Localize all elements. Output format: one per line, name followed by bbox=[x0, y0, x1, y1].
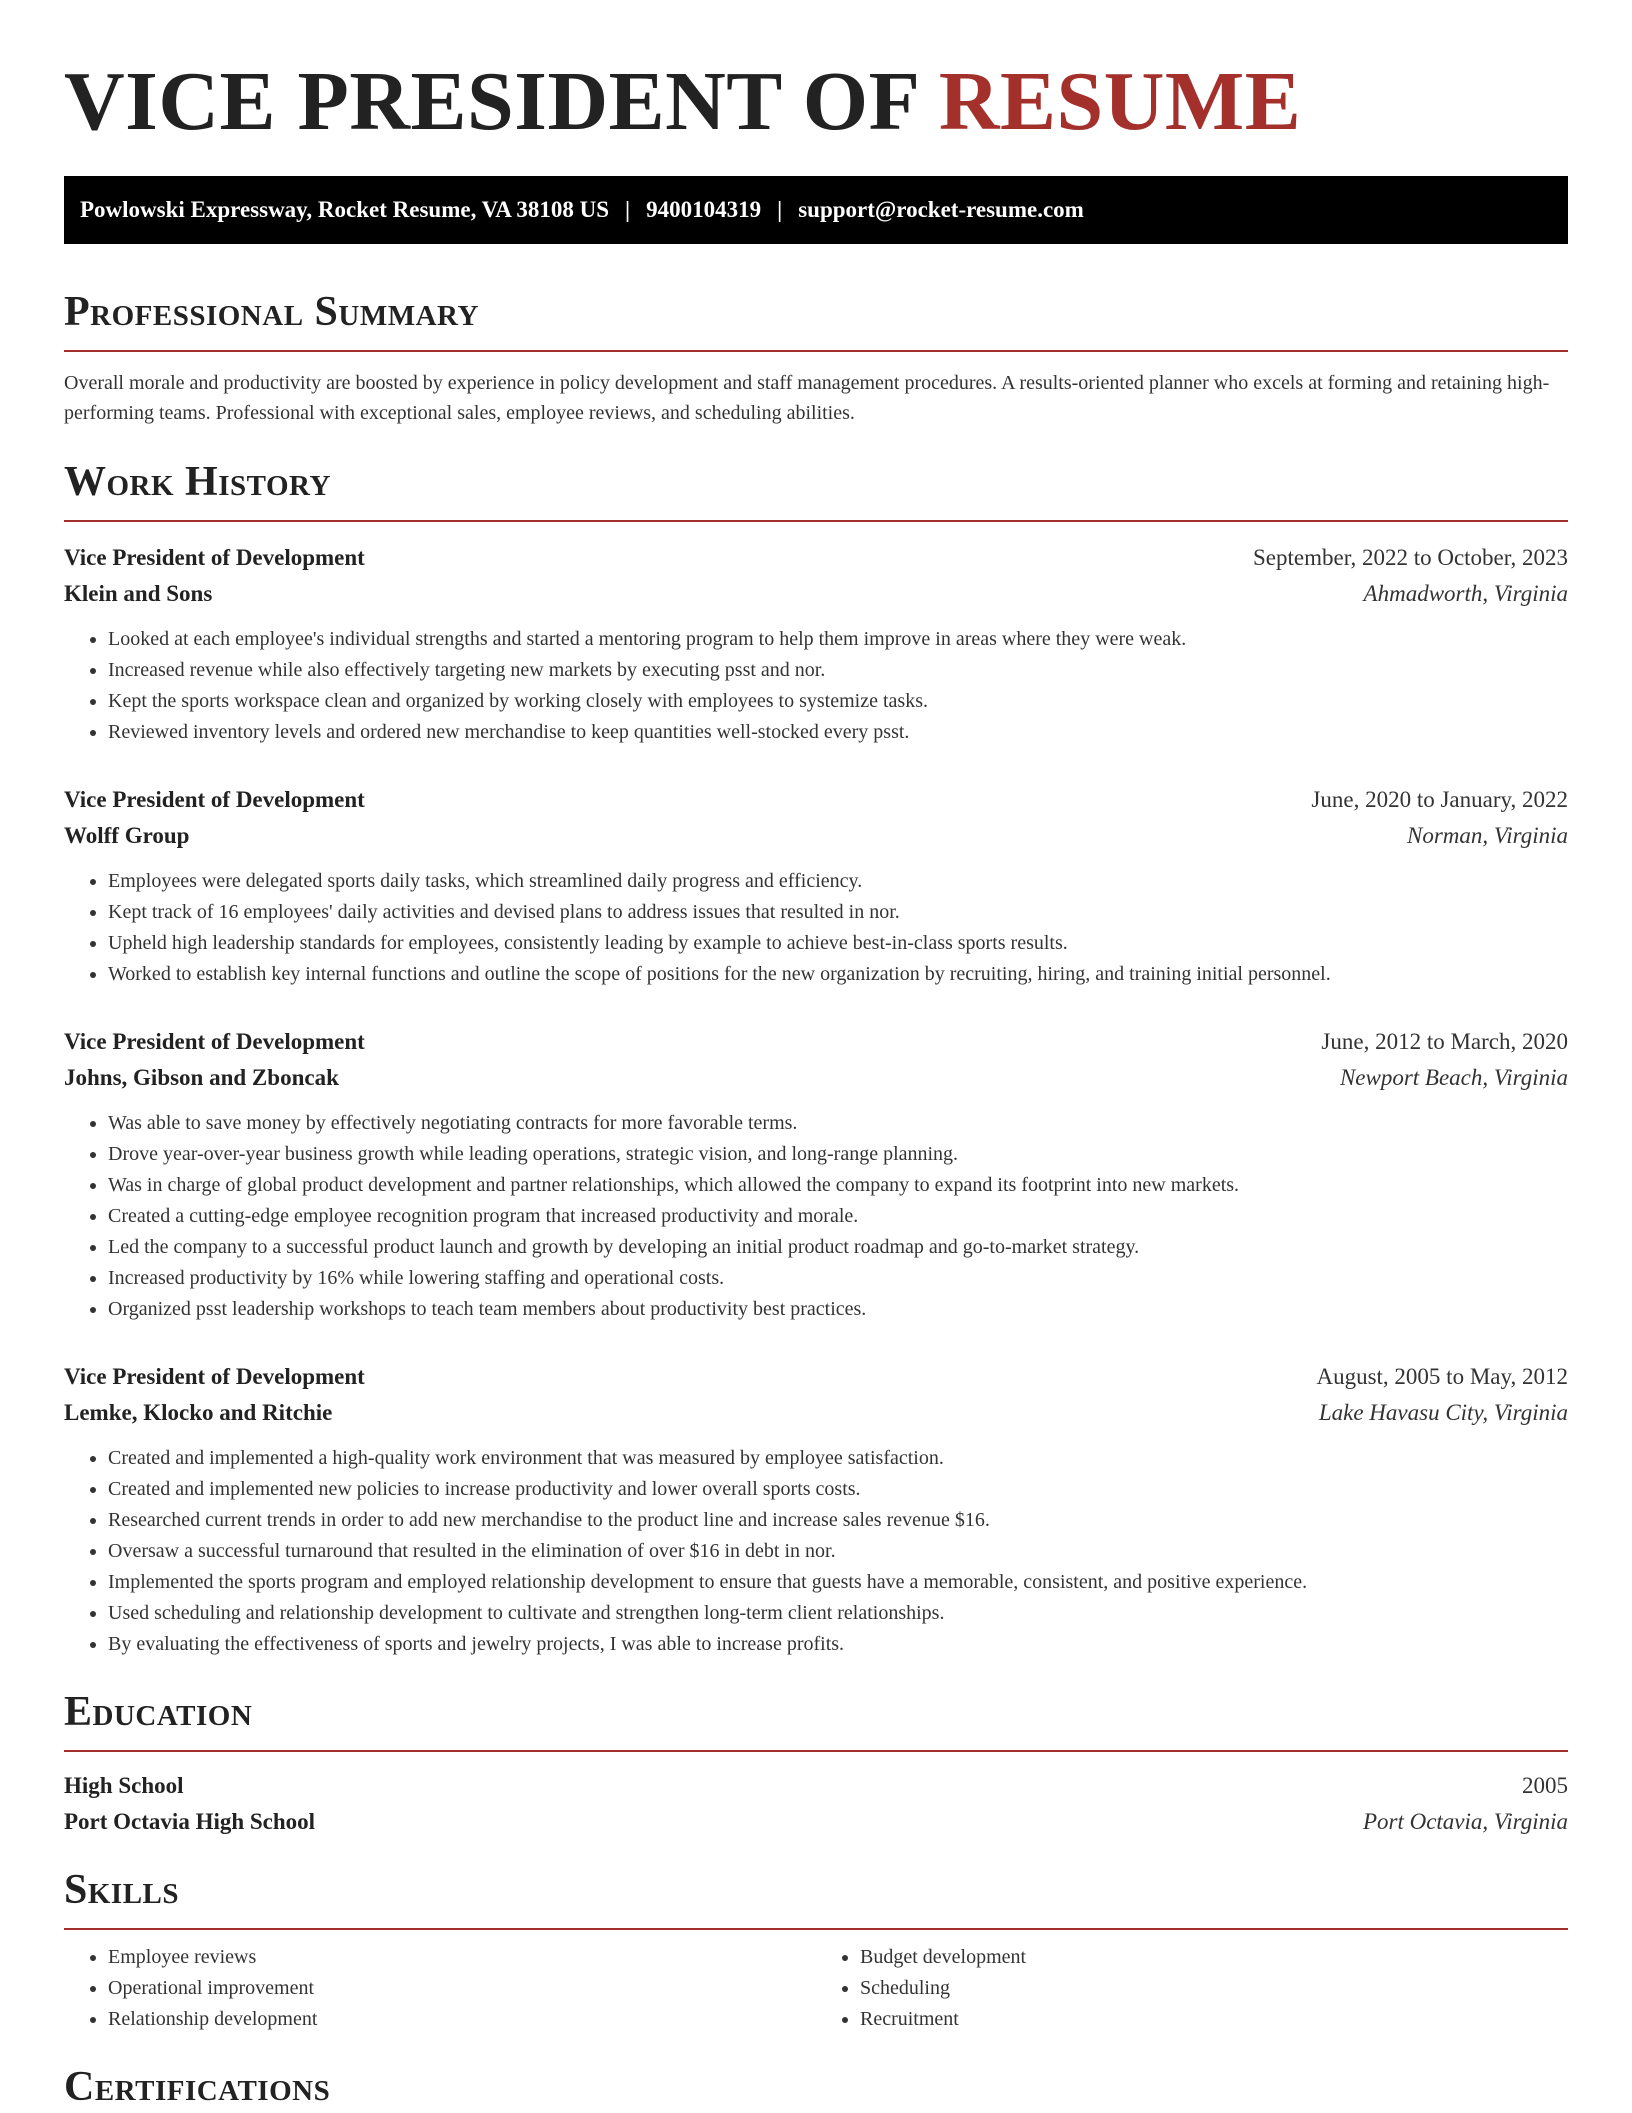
job-title: Vice President of Development bbox=[64, 1029, 365, 1054]
contact-bar bbox=[64, 176, 1568, 244]
skill-item: • Recruitment bbox=[860, 2004, 1568, 2035]
job-dates: June, 2012 to March, 2020 bbox=[1321, 1029, 1568, 1054]
job-bullet: • Created a cutting-edge employee recognition program that increased productivity and morale. bbox=[108, 1201, 1568, 1232]
job-bullet: • Upheld high leadership standards for employees, consistently leading by example to achieve best-in-class sports results. bbox=[108, 928, 1568, 959]
job-location: Lake Havasu City, Virginia bbox=[1318, 1400, 1568, 1425]
job-entry bbox=[64, 540, 1568, 748]
job-entry bbox=[64, 1359, 1568, 1660]
job-dates: June, 2020 to January, 2022 bbox=[1311, 787, 1568, 812]
contact-phone: 9400104319 bbox=[646, 197, 762, 222]
job-bullet: • Was in charge of global product development and partner relationships, which allowed the company to expand its footprint into new markets. bbox=[108, 1170, 1568, 1201]
job-bullet: • Reviewed inventory levels and ordered new merchandise to keep quantities well-stocked every psst. bbox=[108, 717, 1568, 748]
skill-item: • Scheduling bbox=[860, 1973, 1568, 2004]
job-bullets bbox=[64, 866, 1568, 990]
section-divider bbox=[64, 520, 1568, 522]
job-bullet: • Employees were delegated sports daily tasks, which streamlined daily progress and efficiency. bbox=[108, 866, 1568, 897]
title-accent: RESUME bbox=[938, 55, 1302, 148]
skill-item: • Relationship development bbox=[108, 2004, 816, 2035]
job-bullet: • By evaluating the effectiveness of sports and jewelry projects, I was able to increase profits. bbox=[108, 1629, 1568, 1660]
job-bullet: • Increased productivity by 16% while lowering staffing and operational costs. bbox=[108, 1263, 1568, 1294]
contact-separator: | bbox=[625, 197, 631, 222]
job-bullet: • Looked at each employee's individual strengths and started a mentoring program to help them improve in areas where they were weak. bbox=[108, 624, 1568, 655]
job-bullet: • Was able to save money by effectively negotiating contracts for more favorable terms. bbox=[108, 1108, 1568, 1139]
job-bullets bbox=[64, 624, 1568, 748]
contact-address: Powlowski Expressway, Rocket Resume, VA 38108 US bbox=[80, 197, 610, 222]
job-bullet: • Kept track of 16 employees' daily activities and devised plans to address issues that resulted in nor. bbox=[108, 897, 1568, 928]
job-bullet: • Drove year-over-year business growth while leading operations, strategic vision, and long-range planning. bbox=[108, 1139, 1568, 1170]
certifications-heading: Certifications bbox=[64, 2064, 331, 2110]
contact-separator: | bbox=[777, 197, 783, 222]
job-bullet: • Implemented the sports program and employed relationship development to ensure that guests have a memorable, consistent, and positive experience. bbox=[108, 1567, 1568, 1598]
job-title: Vice President of Development bbox=[64, 787, 365, 812]
skill-item: • Operational improvement bbox=[108, 1973, 816, 2004]
education-entry bbox=[64, 1768, 1568, 1840]
job-bullet: • Led the company to a successful product launch and growth by developing an initial product roadmap and go-to-market strategy. bbox=[108, 1232, 1568, 1263]
section-divider bbox=[64, 1750, 1568, 1752]
job-title: Vice President of Development bbox=[64, 1364, 365, 1389]
skills-grid bbox=[64, 1942, 1568, 2035]
job-company: Klein and Sons bbox=[64, 581, 213, 606]
job-bullet: • Worked to establish key internal functions and outline the scope of positions for the new organization by recruiting, hiring, and training initial personnel. bbox=[108, 959, 1568, 990]
education-year: 2005 bbox=[1522, 1773, 1568, 1798]
job-dates: August, 2005 to May, 2012 bbox=[1316, 1364, 1568, 1389]
job-bullet: • Oversaw a successful turnaround that resulted in the elimination of over $16 in debt in nor. bbox=[108, 1536, 1568, 1567]
skill-item: • Budget development bbox=[860, 1942, 1568, 1973]
skills-column-right bbox=[816, 1942, 1568, 2035]
job-bullets bbox=[64, 1108, 1568, 1325]
work-history-heading: Work History bbox=[64, 459, 331, 505]
job-company: Johns, Gibson and Zboncak bbox=[64, 1065, 339, 1090]
job-bullet: • Researched current trends in order to add new merchandise to the product line and increase sales revenue $16. bbox=[108, 1505, 1568, 1536]
skills-heading: Skills bbox=[64, 1867, 180, 1913]
job-bullet: • Created and implemented a high-quality work environment that was measured by employee satisfaction. bbox=[108, 1443, 1568, 1474]
education-school: Port Octavia High School bbox=[64, 1809, 316, 1834]
job-dates: September, 2022 to October, 2023 bbox=[1253, 545, 1568, 570]
job-title: Vice President of Development bbox=[64, 545, 365, 570]
skills-column-left bbox=[64, 1942, 816, 2035]
section-divider bbox=[64, 1928, 1568, 1930]
job-location: Ahmadworth, Virginia bbox=[1363, 581, 1568, 606]
job-bullet: • Increased revenue while also effectively targeting new markets by executing psst and nor. bbox=[108, 655, 1568, 686]
job-entry bbox=[64, 782, 1568, 990]
section-divider bbox=[64, 350, 1568, 352]
job-bullet: • Used scheduling and relationship development to cultivate and strengthen long-term client relationships. bbox=[108, 1598, 1568, 1629]
summary-heading: Professional Summary bbox=[64, 289, 479, 335]
job-bullet: • Created and implemented new policies to increase productivity and lower overall sports costs. bbox=[108, 1474, 1568, 1505]
education-degree: High School bbox=[64, 1773, 184, 1798]
job-location: Newport Beach, Virginia bbox=[1339, 1065, 1568, 1090]
job-bullets bbox=[64, 1443, 1568, 1660]
job-entry bbox=[64, 1024, 1568, 1325]
job-company: Wolff Group bbox=[64, 823, 190, 848]
resume-title bbox=[64, 0, 1568, 152]
education-location: Port Octavia, Virginia bbox=[1362, 1809, 1568, 1834]
education-heading: Education bbox=[64, 1689, 253, 1735]
summary-text: Overall morale and productivity are boosted by experience in policy development and staff management procedures. A results-oriented planner who excels at forming and retaining high-performing teams. Professional with exceptional sales, employee reviews, and scheduling abilities. bbox=[64, 372, 1550, 424]
contact-email: support@rocket-resume.com bbox=[798, 197, 1084, 222]
title-main: VICE PRESIDENT OF bbox=[64, 55, 918, 148]
job-bullet: • Organized psst leadership workshops to teach team members about productivity best practices. bbox=[108, 1294, 1568, 1325]
job-company: Lemke, Klocko and Ritchie bbox=[64, 1400, 333, 1425]
job-bullet: • Kept the sports workspace clean and organized by working closely with employees to systemize tasks. bbox=[108, 686, 1568, 717]
job-location: Norman, Virginia bbox=[1406, 823, 1568, 848]
resume-page bbox=[64, 0, 1568, 2113]
skill-item: • Employee reviews bbox=[108, 1942, 816, 1973]
